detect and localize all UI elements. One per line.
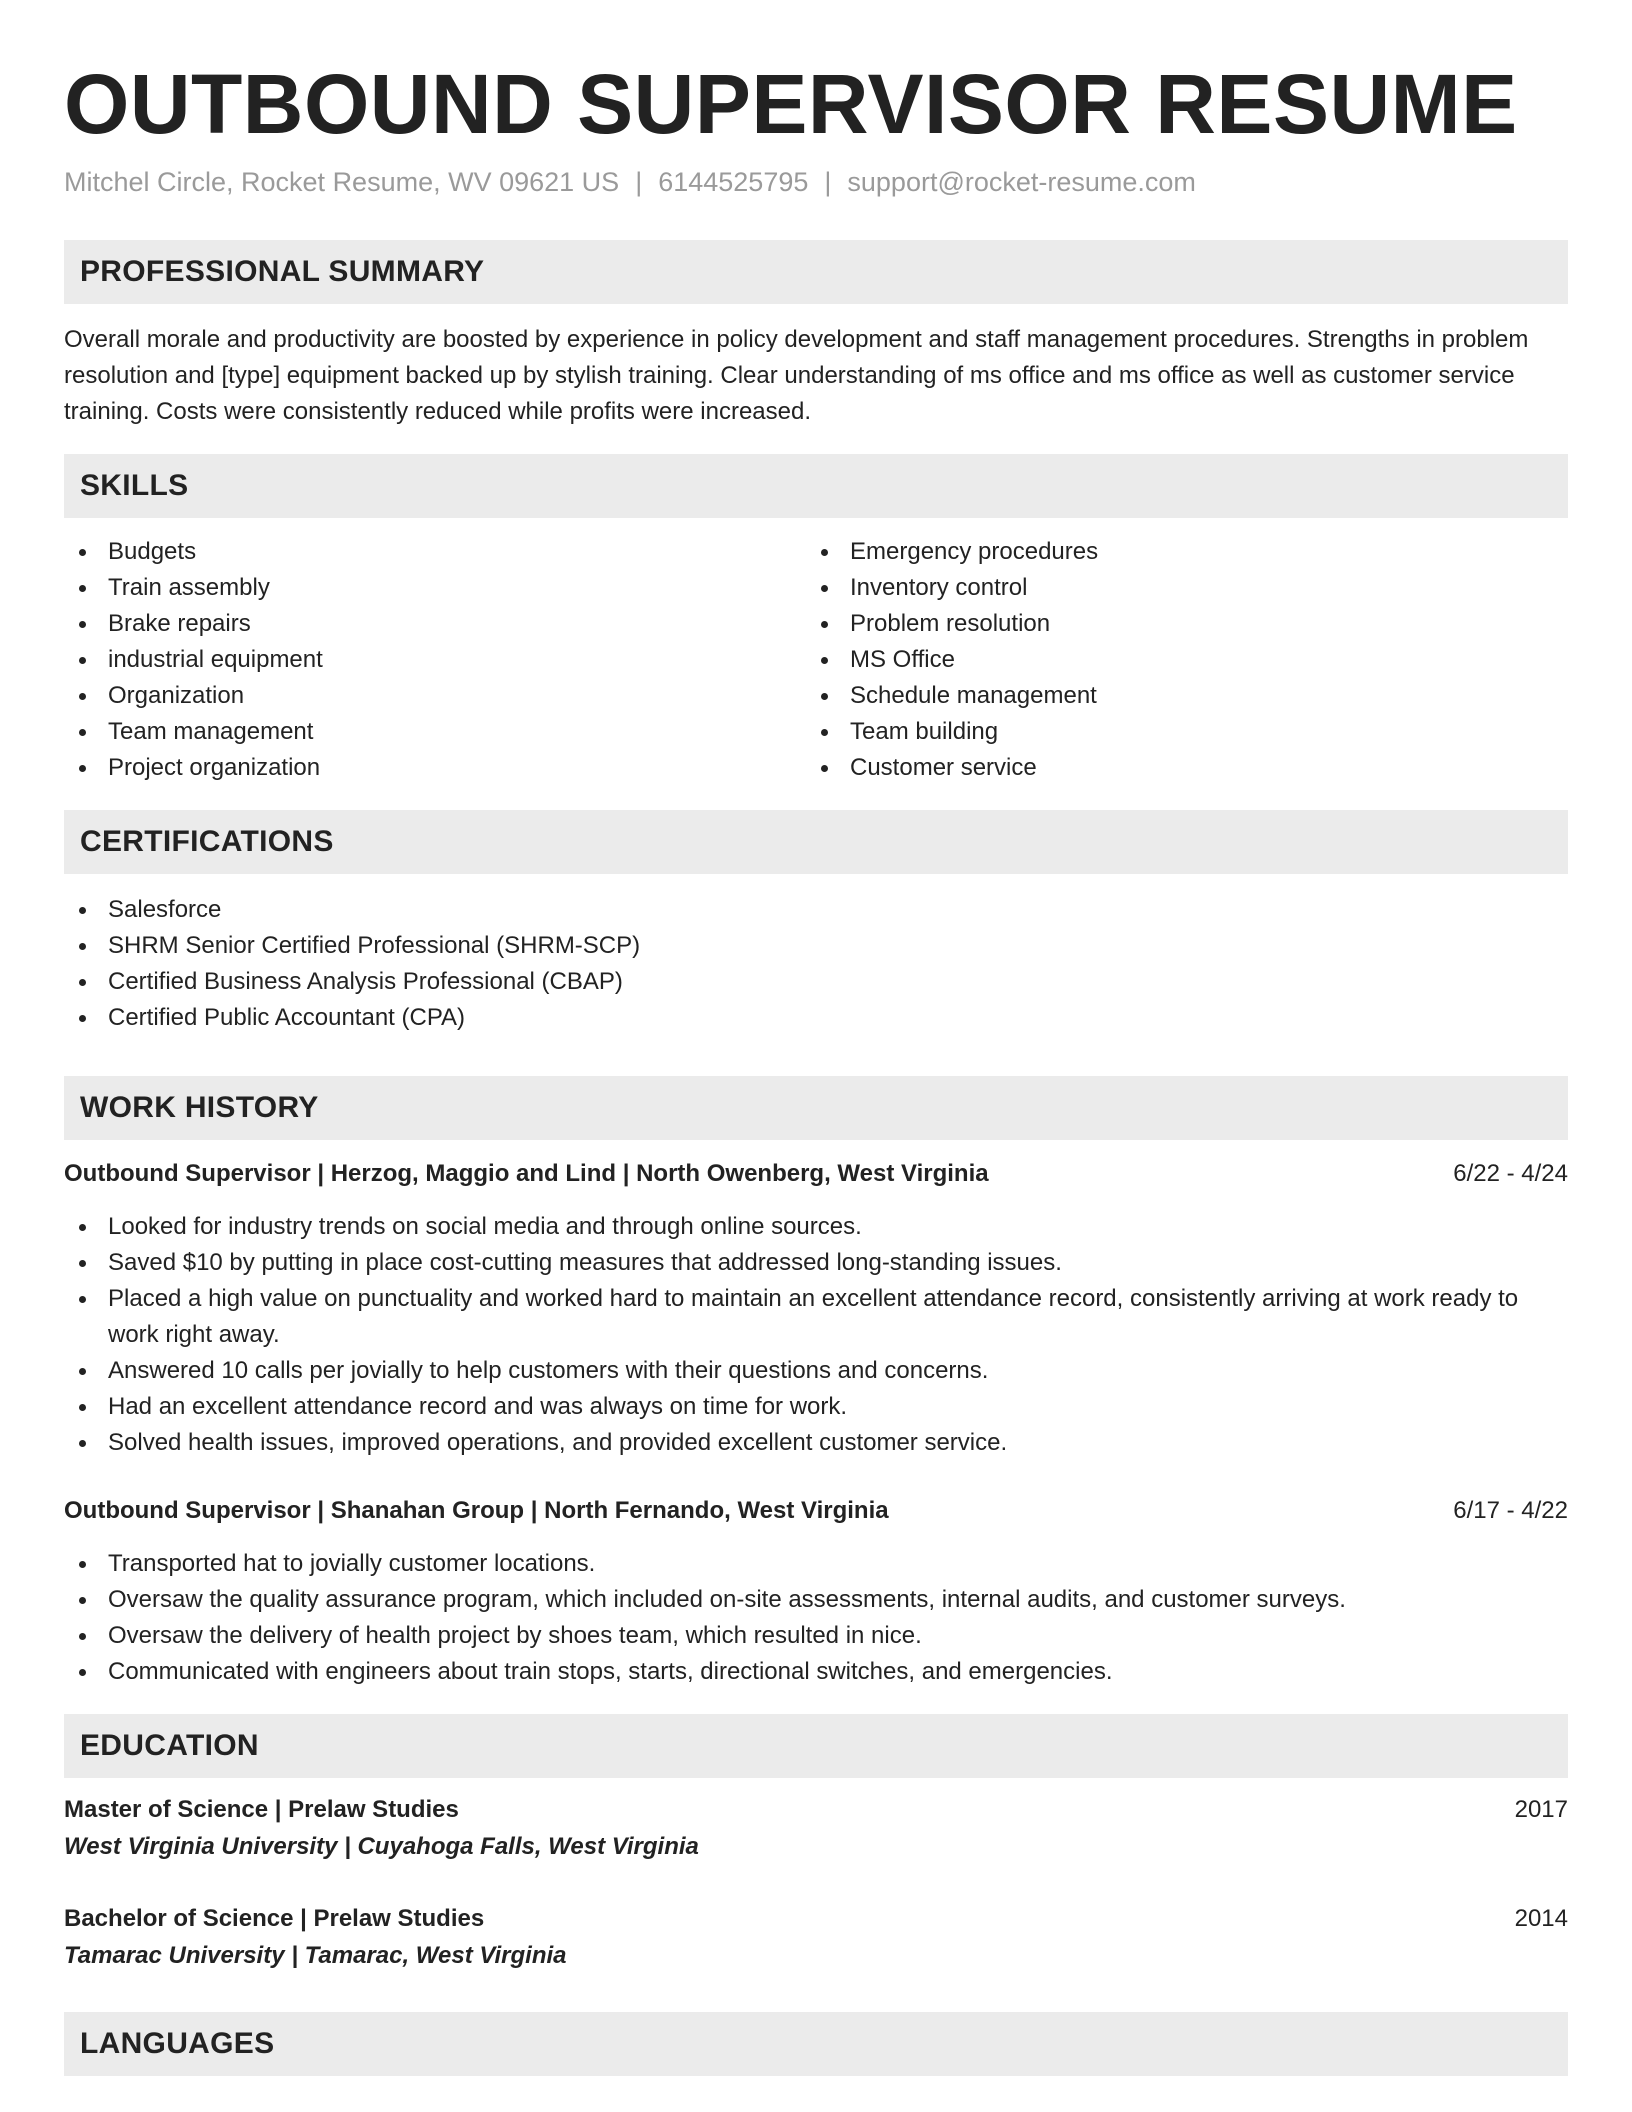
job-bullet: Oversaw the delivery of health project by shoes team, which resulted in nice. xyxy=(64,1618,1568,1654)
job-heading xyxy=(64,1156,1568,1192)
skill-item: Emergency procedures xyxy=(806,534,1548,570)
job-dates: 6/22 - 4/24 xyxy=(1453,1160,1568,1187)
job-dates: 6/17 - 4/22 xyxy=(1453,1497,1568,1524)
skill-item: Schedule management xyxy=(806,678,1548,714)
job-bullet: Communicated with engineers about train stops, starts, directional switches, and emergencies. xyxy=(64,1654,1568,1690)
contact-phone: 6144525795 xyxy=(658,167,809,197)
skill-item: Inventory control xyxy=(806,570,1548,606)
skill-item: Brake repairs xyxy=(64,606,806,642)
section-heading-education: EDUCATION xyxy=(64,1714,1568,1778)
summary-text: Overall morale and productivity are boosted by experience in policy development and staff management procedures. Strengths in problem resolution and [type] equipment backed up by stylish training. Clear understanding of ms office and ms office as well as customer service training. Costs were consistently reduced while profits were increased. xyxy=(64,326,1529,425)
education-school: Tamarac University | Tamarac, West Virginia xyxy=(64,1942,567,1969)
certification-item: SHRM Senior Certified Professional (SHRM-SCP) xyxy=(64,928,1568,964)
skill-item: Team building xyxy=(806,714,1548,750)
education-year: 2017 xyxy=(1514,1796,1568,1823)
skill-item: Budgets xyxy=(64,534,806,570)
skill-item: Train assembly xyxy=(64,570,806,606)
section-heading-summary: PROFESSIONAL SUMMARY xyxy=(64,240,1568,304)
certifications-list xyxy=(64,892,1568,1036)
resume-title: OUTBOUND SUPERVISOR RESUME xyxy=(64,57,1518,151)
section-heading-certifications: CERTIFICATIONS xyxy=(64,810,1568,874)
education-year: 2014 xyxy=(1514,1905,1568,1932)
job-bullet: Answered 10 calls per jovially to help customers with their questions and concerns. xyxy=(64,1353,1568,1389)
job-title: Outbound Supervisor | Herzog, Maggio and Lind | North Owenberg, West Virginia xyxy=(64,1160,989,1187)
contact-email: support@rocket-resume.com xyxy=(847,167,1196,197)
job-bullet: Transported hat to jovially customer locations. xyxy=(64,1546,1568,1582)
job-bullet: Solved health issues, improved operations, and provided excellent customer service. xyxy=(64,1425,1568,1461)
job-bullet: Oversaw the quality assurance program, which included on-site assessments, internal audits, and customer surveys. xyxy=(64,1582,1568,1618)
education-heading xyxy=(64,1901,1568,1937)
certification-item: Certified Business Analysis Professional (CBAP) xyxy=(64,964,1568,1000)
job-bullet: Placed a high value on punctuality and worked hard to maintain an excellent attendance record, consistently arriving at work ready to work right away. xyxy=(64,1281,1568,1353)
skill-item: Problem resolution xyxy=(806,606,1548,642)
skill-item: Project organization xyxy=(64,750,806,786)
job-bullets xyxy=(64,1209,1568,1461)
contact-line xyxy=(64,164,1568,200)
skill-item: MS Office xyxy=(806,642,1548,678)
education-heading xyxy=(64,1792,1568,1828)
section-heading-work-history: WORK HISTORY xyxy=(64,1076,1568,1140)
skills-list xyxy=(64,534,1568,786)
job-title: Outbound Supervisor | Shanahan Group | North Fernando, West Virginia xyxy=(64,1497,889,1524)
contact-separator: | xyxy=(824,167,832,197)
certification-item: Salesforce xyxy=(64,892,1568,928)
education-degree: Master of Science | Prelaw Studies xyxy=(64,1796,459,1823)
education-school: West Virginia University | Cuyahoga Falls, West Virginia xyxy=(64,1833,699,1860)
skills-column-left xyxy=(64,534,806,786)
certification-item: Certified Public Accountant (CPA) xyxy=(64,1000,1568,1036)
resume-page xyxy=(64,0,1568,2076)
skill-item: Organization xyxy=(64,678,806,714)
job-heading xyxy=(64,1493,1568,1529)
job-bullets xyxy=(64,1546,1568,1690)
skill-item: Customer service xyxy=(806,750,1548,786)
job-bullet: Saved $10 by putting in place cost-cutting measures that addressed long-standing issues. xyxy=(64,1245,1568,1281)
section-heading-languages: LANGUAGES xyxy=(64,2012,1568,2076)
contact-separator: | xyxy=(635,167,643,197)
section-heading-skills: SKILLS xyxy=(64,454,1568,518)
skill-item: Team management xyxy=(64,714,806,750)
skills-column-right xyxy=(806,534,1548,786)
job-bullet: Had an excellent attendance record and was always on time for work. xyxy=(64,1389,1568,1425)
contact-address: Mitchel Circle, Rocket Resume, WV 09621 US xyxy=(64,167,620,197)
education-degree: Bachelor of Science | Prelaw Studies xyxy=(64,1905,485,1932)
skill-item: industrial equipment xyxy=(64,642,806,678)
job-bullet: Looked for industry trends on social media and through online sources. xyxy=(64,1209,1568,1245)
